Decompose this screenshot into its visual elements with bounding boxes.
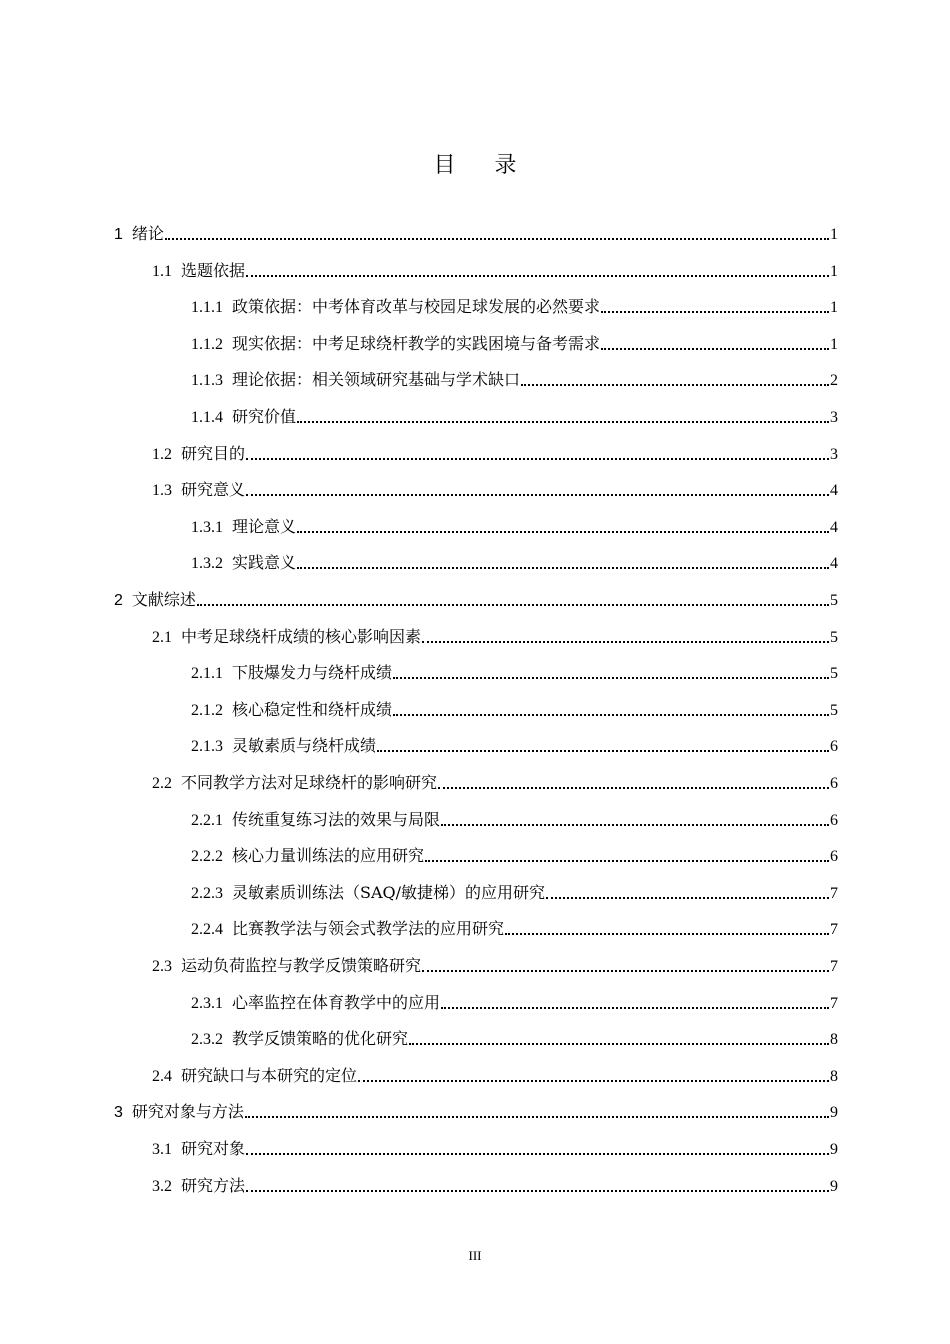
toc-dot-leader bbox=[297, 530, 829, 533]
toc-dot-leader bbox=[297, 566, 829, 569]
toc-dot-leader bbox=[409, 1042, 829, 1045]
toc-entry-page: 1 bbox=[830, 299, 838, 316]
toc-entry-number: 3.1 bbox=[152, 1141, 172, 1158]
toc-entry-title: 核心力量训练法的应用研究 bbox=[232, 846, 425, 865]
toc-entry-page: 6 bbox=[830, 738, 838, 755]
toc-entry-page: 2 bbox=[830, 372, 838, 389]
toc-entry-number: 2.1.3 bbox=[191, 738, 223, 755]
toc-entry-page: 4 bbox=[830, 519, 838, 536]
toc-entry-title: 心率监控在体育教学中的应用 bbox=[232, 993, 441, 1012]
toc-entry-page: 5 bbox=[830, 702, 838, 719]
toc-dot-leader bbox=[246, 1189, 829, 1192]
toc-entry-title: 研究对象 bbox=[181, 1139, 246, 1158]
toc-entry-page: 1 bbox=[830, 263, 838, 280]
toc-entry-number: 3.2 bbox=[152, 1178, 172, 1195]
toc-entry[interactable] bbox=[191, 698, 838, 722]
toc-entry-number: 2.3.1 bbox=[191, 995, 223, 1012]
toc-entry-title: 运动负荷监控与教学反馈策略研究 bbox=[181, 956, 422, 975]
toc-dot-leader bbox=[393, 676, 829, 679]
toc-entry-page: 4 bbox=[830, 482, 838, 499]
toc-entry-number: 2.1.2 bbox=[191, 702, 223, 719]
toc-entry-number: 1.1.3 bbox=[191, 372, 223, 389]
toc-entry-title: 灵敏素质与绕杆成绩 bbox=[232, 736, 377, 755]
toc-entry-title: 下肢爆发力与绕杆成绩 bbox=[232, 663, 393, 682]
toc-entry[interactable] bbox=[191, 661, 838, 685]
toc-entry-title: 选题依据 bbox=[181, 261, 246, 280]
toc-entry-number: 2.4 bbox=[152, 1068, 172, 1085]
toc-entry-number: 1.1.1 bbox=[191, 299, 223, 316]
toc-dot-leader bbox=[601, 310, 829, 313]
toc-entry-number: 2.1 bbox=[152, 629, 172, 646]
toc-entry-number: 1.1.4 bbox=[191, 409, 223, 426]
toc-entry-page: 8 bbox=[830, 1068, 838, 1085]
toc-entry[interactable] bbox=[191, 734, 838, 758]
toc-entry[interactable] bbox=[191, 368, 838, 392]
toc-dot-leader bbox=[393, 713, 829, 716]
toc-entry[interactable] bbox=[152, 1174, 838, 1198]
toc-entry[interactable] bbox=[191, 991, 838, 1015]
toc-entry[interactable] bbox=[114, 1100, 838, 1124]
toc-entry[interactable] bbox=[114, 588, 838, 612]
toc-entry-title: 政策依据：中考体育改革与校园足球发展的必然要求 bbox=[232, 297, 601, 316]
toc-dot-leader bbox=[505, 932, 829, 935]
toc-entry[interactable] bbox=[152, 771, 838, 795]
toc-entry-title: 不同教学方法对足球绕杆的影响研究 bbox=[181, 773, 438, 792]
toc-dot-leader bbox=[246, 274, 829, 277]
toc-entry-page: 7 bbox=[830, 995, 838, 1012]
toc-entry-page: 3 bbox=[830, 446, 838, 463]
toc-entry-title: 研究对象与方法 bbox=[131, 1102, 244, 1121]
toc-entry[interactable] bbox=[191, 844, 838, 868]
toc-entry-title: 研究价值 bbox=[232, 407, 297, 426]
toc-entry-page: 4 bbox=[830, 555, 838, 572]
toc-entry-number: 1.3.1 bbox=[191, 519, 223, 536]
toc-entry-number: 1.3.2 bbox=[191, 555, 223, 572]
toc-entry[interactable] bbox=[152, 954, 838, 978]
toc-entry-page: 6 bbox=[830, 848, 838, 865]
toc-entry-page: 8 bbox=[830, 1031, 838, 1048]
toc-dot-leader bbox=[438, 786, 829, 789]
toc-entry-page: 9 bbox=[830, 1104, 838, 1121]
toc-entry-number: 2.2 bbox=[152, 775, 172, 792]
toc-entry-title: 研究缺口与本研究的定位 bbox=[181, 1066, 358, 1085]
toc-entry[interactable] bbox=[191, 808, 838, 832]
toc-dot-leader bbox=[422, 969, 829, 972]
toc-entry-title: 传统重复练习法的效果与局限 bbox=[232, 810, 441, 829]
page-number-footer: III bbox=[468, 1248, 482, 1263]
toc-dot-leader bbox=[358, 1079, 829, 1082]
toc-entry-number: 2.3.2 bbox=[191, 1031, 223, 1048]
toc-entry-title: 教学反馈策略的优化研究 bbox=[232, 1029, 409, 1048]
toc-dot-leader bbox=[377, 749, 829, 752]
toc-entry[interactable] bbox=[191, 881, 838, 905]
toc-dot-leader bbox=[245, 1115, 829, 1118]
toc-dot-leader bbox=[601, 347, 829, 350]
toc-entry[interactable] bbox=[152, 478, 838, 502]
toc-entry-page: 5 bbox=[830, 629, 838, 646]
toc-dot-leader bbox=[422, 640, 829, 643]
toc-entry-number: 2 bbox=[114, 592, 123, 609]
toc-dot-leader bbox=[297, 420, 829, 423]
toc-entry[interactable] bbox=[191, 917, 838, 941]
toc-entry[interactable] bbox=[191, 405, 838, 429]
toc-entry-number: 2.2.2 bbox=[191, 848, 223, 865]
toc-entry[interactable] bbox=[191, 1027, 838, 1051]
toc-dot-leader bbox=[246, 1152, 829, 1155]
toc-entry-title: 灵敏素质训练法（SAQ/敏捷梯）的应用研究 bbox=[232, 883, 546, 902]
toc-dot-leader bbox=[546, 896, 829, 899]
toc-entry-title: 理论依据：相关领域研究基础与学术缺口 bbox=[232, 370, 521, 389]
toc-entry-number: 2.3 bbox=[152, 958, 172, 975]
toc-entry-page: 9 bbox=[830, 1178, 838, 1195]
toc-entry-number: 1.1 bbox=[152, 263, 172, 280]
toc-entry-page: 7 bbox=[830, 958, 838, 975]
toc-entry-title: 现实依据：中考足球绕杆教学的实践困境与备考需求 bbox=[232, 334, 601, 353]
toc-dot-leader bbox=[441, 823, 829, 826]
toc-entry-number: 2.2.1 bbox=[191, 812, 223, 829]
toc-entry-number: 2.2.3 bbox=[191, 885, 223, 902]
toc-entry-title: 研究意义 bbox=[181, 480, 246, 499]
toc-entry[interactable] bbox=[191, 332, 838, 356]
toc-entry[interactable] bbox=[152, 442, 838, 466]
toc-entry-title: 绪论 bbox=[131, 224, 164, 243]
toc-entry-number: 2.2.4 bbox=[191, 921, 223, 938]
toc-entry-page: 3 bbox=[830, 409, 838, 426]
toc-entry-title: 核心稳定性和绕杆成绩 bbox=[232, 700, 393, 719]
toc-entry-number: 2.1.1 bbox=[191, 665, 223, 682]
toc-entry-page: 6 bbox=[830, 775, 838, 792]
toc-dot-leader bbox=[246, 457, 829, 460]
toc-entry-title: 研究目的 bbox=[181, 444, 246, 463]
toc-entry[interactable] bbox=[114, 222, 838, 246]
toc-entry-title: 中考足球绕杆成绩的核心影响因素 bbox=[181, 627, 422, 646]
toc-entry-page: 1 bbox=[830, 226, 838, 243]
toc-entry[interactable] bbox=[191, 515, 838, 539]
toc-dot-leader bbox=[246, 493, 829, 496]
toc-entry-page: 7 bbox=[830, 885, 838, 902]
toc-entry-number: 1.3 bbox=[152, 482, 172, 499]
toc-entry-page: 6 bbox=[830, 812, 838, 829]
toc-entry[interactable] bbox=[152, 259, 838, 283]
toc-entry-title: 文献综述 bbox=[131, 590, 196, 609]
toc-entry[interactable] bbox=[191, 551, 838, 575]
toc-entry-page: 9 bbox=[830, 1141, 838, 1158]
toc-entry-page: 7 bbox=[830, 921, 838, 938]
toc-entry-page: 5 bbox=[830, 665, 838, 682]
toc-entry-title: 实践意义 bbox=[232, 553, 297, 572]
toc-entry-number: 1.1.2 bbox=[191, 336, 223, 353]
toc-entry-title: 研究方法 bbox=[181, 1176, 246, 1195]
toc-dot-leader bbox=[165, 237, 829, 240]
toc-entry-page: 5 bbox=[830, 592, 838, 609]
toc-entry-title: 比赛教学法与领会式教学法的应用研究 bbox=[232, 919, 505, 938]
toc-entry-title: 理论意义 bbox=[232, 517, 297, 536]
page-title: 目 录 bbox=[433, 153, 533, 178]
toc-entry-page: 1 bbox=[830, 336, 838, 353]
toc-entry[interactable] bbox=[152, 1137, 838, 1161]
toc-dot-leader bbox=[425, 859, 829, 862]
toc-dot-leader bbox=[521, 383, 829, 386]
toc-entry[interactable] bbox=[152, 625, 838, 649]
toc-dot-leader bbox=[197, 603, 829, 606]
toc-entry-number: 3 bbox=[114, 1104, 123, 1121]
toc-entry[interactable] bbox=[152, 1064, 838, 1088]
toc-entry-number: 1.2 bbox=[152, 446, 172, 463]
toc-dot-leader bbox=[441, 1006, 829, 1009]
toc-entry[interactable] bbox=[191, 295, 838, 319]
toc-entry-number: 1 bbox=[114, 226, 123, 243]
